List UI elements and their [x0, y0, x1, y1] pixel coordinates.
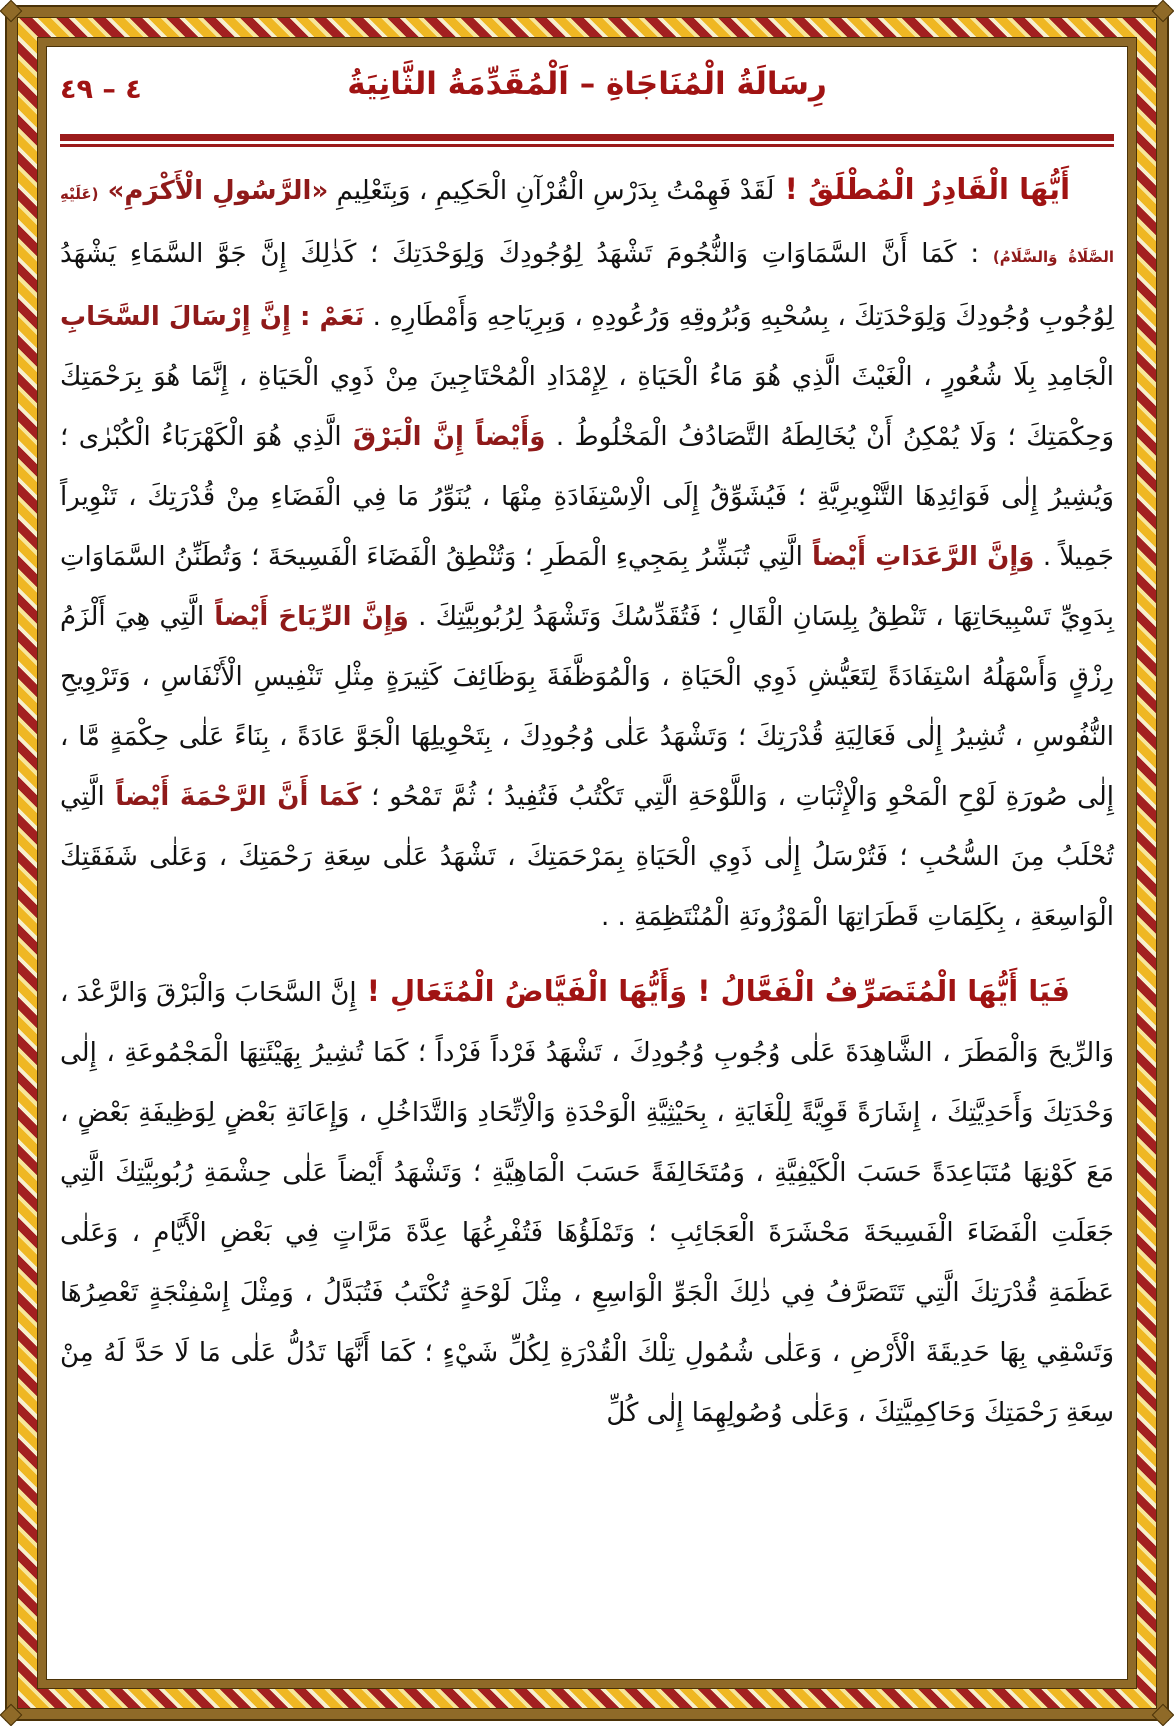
text-run-black: الَّتِي هِيَ أَلْزَمُ رِزْقٍ وَأَسْهَلُهُ اسْتِفَادَةً لِتَعَيُّشِ ذَوِي الْحَيَاةِ ، وَالْمُوَظَّفَةَ بِوَظَائِفَ كَثِيرَةٍ مِثْلِ تَنْفِيسِ الْأَنْفَاسِ ، وَتَرْوِيحِ النُّفُوسِ ، تُشِيرُ إِلٰى فَعَالِيَةِ قُدْرَتِكَ ؛ وَتَشْهَدُ عَلٰى وُجُودِكَ ، بِتَحْوِيلِهَا الْجَوَّ عَادَةً ، بِنَاءً عَلٰى حِكْمَةٍ مَّا ، إِلٰى صُورَةِ لَوْحِ الْمَحْوِ وَالْإِثْبَاتِ ، وَاللَّوْحَةِ الَّتِي تَكْتُبُ فَتُفِيدُ ؛ ثُمَّ تَمْحُو ؛: [60, 602, 1114, 812]
paragraph-1: [60, 159, 1114, 947]
page-content: [60, 48, 1114, 1686]
page-number: ٤ – ٤٩: [60, 74, 142, 105]
text-run-black: : كَمَا أَنَّ السَّمَاوَاتِ وَالنُّجُومَ تَشْهَدُ لِوُجُودِكَ وَلِوَحْدَتِكَ ؛ كَذٰلِكَ إِنَّ جَوَّ السَّمَاءِ يَشْهَدُ لِوُجُوبِ وُجُودِكَ وَلِوَحْدَتِكَ ، بِسُحْبِهِ وَبُرُوقِهِ وَرُعُودِهِ ، وَبِرِيَاحِهِ وَأَمْطَارِهِ .: [60, 239, 1114, 332]
text-run-red: نَعَمْ : إِنَّ إِرْسَالَ السَّحَابِ: [60, 302, 365, 332]
text-run-black: الْجَامِدِ بِلَا شُعُورٍ ، الْغَيْثَ الَّذِي هُوَ مَاءُ الْحَيَاةِ ، لِإِمْدَادِ الْمُحْتَاجِينَ مِنْ ذَوِي الْحَيَاةِ ، إِنَّمَا هُوَ بِرَحْمَتِكَ وَحِكْمَتِكَ ؛ وَلَا يُمْكِنُ أَنْ يُخَالِطَهُ التَّصَادُفُ الْمَخْلُوطُ .: [60, 362, 1115, 452]
text-run-red: وَإِنَّ الرِّيَاحَ أَيْضاً: [204, 602, 409, 632]
text-run-red-lead: أَيُّهَا الْقَادِرُ الْمُطْلَقُ !: [774, 172, 1071, 206]
text-run-black: الَّتِي تُبَشِّرُ بِمَجِيءِ الْمَطَرِ ؛ وَتُنْطِقُ الْفَضَاءَ الْفَسِيحَةَ ؛ وَتُطَنِّنُ السَّمَاوَاتِ بِدَوِيِّ تَسْبِيحَاتِهَا ، تَنْطِقُ بِلِسَانِ الْقَالِ ؛ فَتُقَدِّسُكَ وَتَشْهَدُ لِرُبُوبِيَّتِكَ .: [60, 542, 1115, 632]
body-text: [60, 159, 1114, 1443]
text-run-red: كَمَا أَنَّ الرَّحْمَةَ أَيْضاً: [104, 782, 362, 812]
page-title: رِسَالَةُ الْمُنَاجَاةِ – اَلْمُقَدِّمَةُ الثَّانِيَةُ: [347, 66, 827, 102]
header-divider-rule-thin: [60, 144, 1114, 147]
page-header: [60, 48, 1114, 120]
text-run-black: الَّذِي هُوَ الْكَهْرَبَاءُ الْكُبْرٰى ؛ وَيُشِيرُ إِلٰى فَوَائِدِهَا التَّنْوِيرِيَّةِ ؛ فَيُشَوِّقُ إِلَى الْاِسْتِفَادَةِ مِنْهَا ، يُنَوِّرُ مَا فِي الْفَضَاءِ مِنْ قُدْرَتِكَ ، تَنْوِيراً جَمِيلاً .: [60, 422, 1114, 572]
text-run-red-lead: فَيَا أَيُّهَا الْمُتَصَرِّفُ الْفَعَّالُ ! وَأَيُّهَا الْفَيَّاضُ الْمُتَعَالِ !: [356, 974, 1070, 1008]
paragraph-2: [60, 961, 1114, 1443]
text-run-black: إِنَّ السَّحَابَ وَالْبَرْقَ وَالرَّعْدَ ، وَالرِّيحَ وَالْمَطَرَ ، الشَّاهِدَةَ عَلٰى وُجُوبِ وُجُودِكَ ، تَشْهَدُ فَرْداً فَرْداً ؛ كَمَا تُشِيرُ بِهَيْئَتِهَا الْمَجْمُوعَةِ ، إِلٰى وَحْدَتِكَ وَأَحَدِيَّتِكَ ، إِشَارَةً قَوِيَّةً لِلْغَايَةِ ، بِحَيْثِيَّةِ الْوَحْدَةِ وَالْاِتِّحَادِ وَالتَّدَاخُلِ ، وَإِعَانَةِ بَعْضٍ لِوَظِيفَةِ بَعْضٍ ، مَعَ كَوْنِهَا مُتَبَاعِدَةً حَسَبَ الْكَيْفِيَّةِ ، وَمُتَخَالِفَةً حَسَبَ الْمَاهِيَّةِ ؛ وَتَشْهَدُ أَيْضاً عَلٰى حِشْمَةِ رُبُوبِيَّتِكَ الَّتِي جَعَلَتِ الْفَضَاءَ الْفَسِيحَةَ مَحْشَرَةَ الْعَجَائِبِ ؛ وَتَمْلَؤُهَا فَتُفْرِغُهَا عِدَّةَ مَرَّاتٍ فِي بَعْضِ الْأَيَّامِ ، وَعَلٰى عَظَمَةِ قُدْرَتِكَ الَّتِي تَتَصَرَّفُ فِي ذٰلِكَ الْجَوِّ الْوَاسِعِ ، مِثْلَ لَوْحَةٍ تُكْتَبُ فَتُبَدَّلُ ، وَمِثْلَ إِسْفِنْجَةٍ تَعْصِرُهَا وَتَسْقِي بِهَا حَدِيقَةَ الْأَرْضِ ، وَعَلٰى شُمُولِ تِلْكَ الْقُدْرَةِ لِكُلِّ شَيْءٍ ؛ كَمَا أَنَّهَا تَدُلُّ عَلٰى مَا لَا حَدَّ لَهُ مِنْ سِعَةِ رَحْمَتِكَ وَحَاكِمِيَّتِكَ ، وَعَلٰى وُصُولِهِمَا إِلٰى كُلِّ: [60, 978, 1114, 1428]
text-run-red: وَأَيْضاً إِنَّ الْبَرْقَ: [341, 422, 546, 452]
text-run-black: لَقَدْ فَهِمْتُ بِدَرْسِ الْقُرْآنِ الْحَكِيمِ ، وَبِتَعْلِيمِ: [328, 176, 775, 206]
text-run-black: الَّتِي تُحْلَبُ مِنَ السُّحُبِ ؛ فَتُرْسَلُ إِلٰى ذَوِي الْحَيَاةِ بِمَرْحَمَتِكَ ، تَشْهَدُ عَلٰى سِعَةِ رَحْمَتِكَ ، وَعَلٰى شَفَقَتِكَ الْوَاسِعَةِ ، بِكَلِمَاتِ قَطَرَاتِهَا الْمَوْزُونَةِ الْمُنْتَظِمَةِ . .: [60, 782, 1114, 932]
text-run-red: «الرَّسُولِ الْأَكْرَمِ»: [98, 176, 329, 206]
header-divider-rule: [60, 134, 1114, 147]
text-run-red: وَإِنَّ الرَّعَدَاتِ أَيْضاً: [802, 542, 1035, 572]
text-run-stamp: (عَلَيْهِ الصَّلَاةُ وَالسَّلَامُ): [60, 185, 1114, 266]
